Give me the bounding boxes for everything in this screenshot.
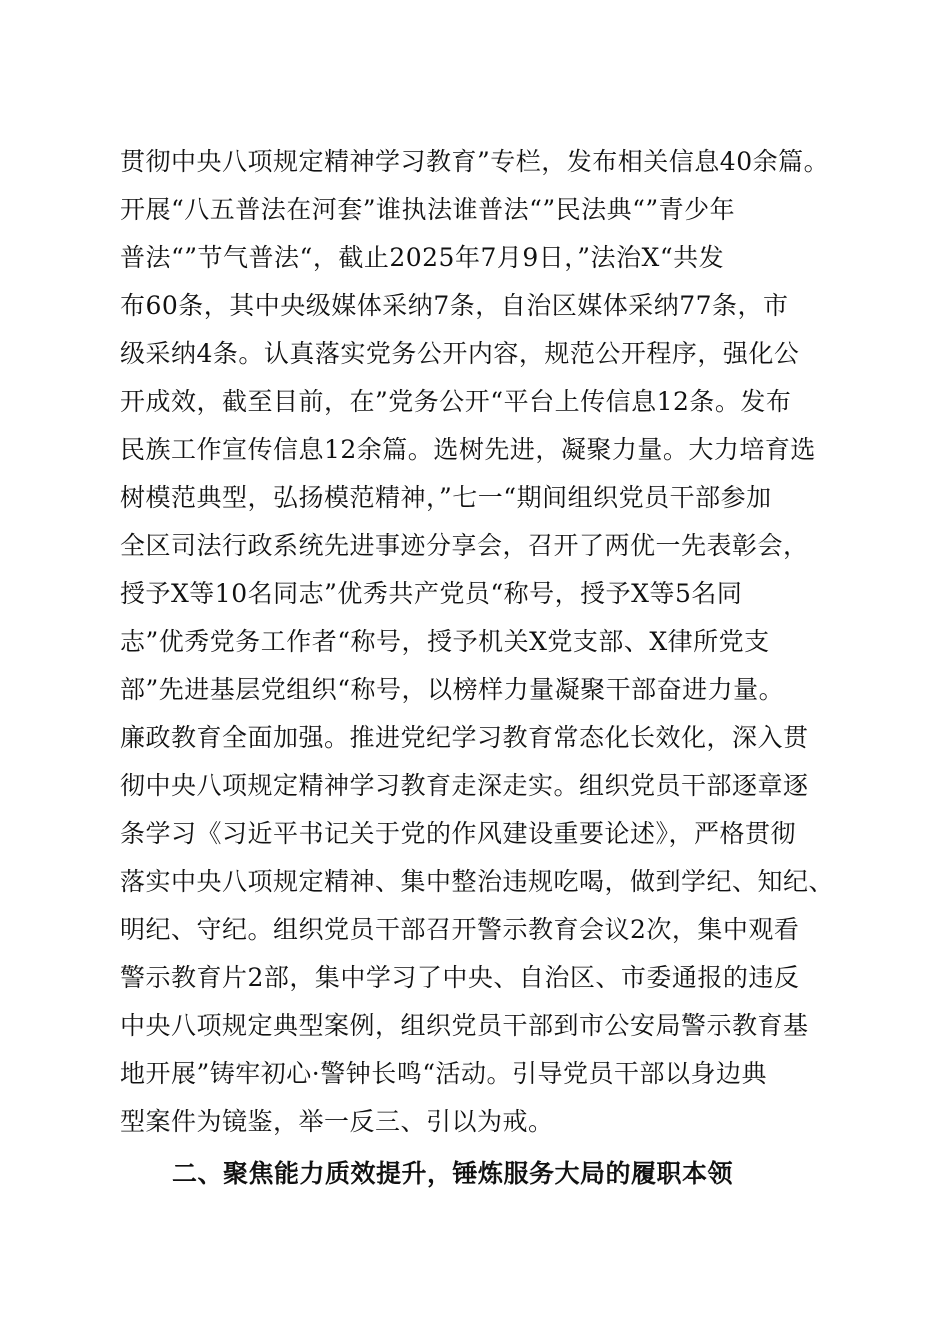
body-text-line: 开成效，截至目前，在”党务公开“平台上传信息12条。发布 (120, 387, 792, 416)
body-text-line: 全区司法行政系统先进事迹分享会，召开了两优一先表彰会， (120, 531, 809, 560)
body-text-line: 条学习《习近平书记关于党的作风建设重要论述》，严格贯彻 (120, 819, 797, 848)
body-text-line: 落实中央八项规定精神、集中整治违规吃喝，做到学纪、知纪、 (120, 867, 835, 896)
body-text-line: 开展“八五普法在河套”谁执法谁普法“”民法典“”青少年 (120, 195, 736, 224)
body-text-line: 警示教育片2部，集中学习了中央、自治区、市委通报的违反 (120, 963, 800, 992)
body-text-line: 授予X等10名同志”优秀共产党员“称号，授予X等5名同 (120, 579, 743, 608)
section-heading: 二、聚焦能力质效提升，锤炼服务大局的履职本领 (172, 1159, 734, 1188)
body-text-line: 彻中央八项规定精神学习教育走深走实。组织党员干部逐章逐 (120, 771, 809, 800)
body-text-line: 级采纳4条。认真落实党务公开内容，规范公开程序，强化公 (120, 339, 800, 368)
body-text-line: 廉政教育全面加强。推进党纪学习教育常态化长效化，深入贯 (120, 723, 809, 752)
body-text-line: 贯彻中央八项规定精神学习教育”专栏，发布相关信息40余篇。 (120, 147, 830, 176)
body-text-line: 型案件为镜鉴，举一反三、引以为戒。 (120, 1107, 554, 1136)
body-text-line: 部”先进基层党组织“称号，以榜样力量凝聚干部奋进力量。 (120, 675, 785, 704)
body-text-line: 中央八项规定典型案例，组织党员干部到市公安局警示教育基 (120, 1011, 809, 1040)
body-text-line: 普法“”节气普法“，截止2025年7月9日，”法治X“共发 (120, 243, 725, 272)
body-text-line: 志”优秀党务工作者“称号，授予机关X党支部、X律所党支 (120, 627, 770, 656)
body-text-line: 民族工作宣传信息12余篇。选树先进，凝聚力量。大力培育选 (120, 435, 816, 464)
body-text-line: 树模范典型，弘扬模范精神，”七一“期间组织党员干部参加 (120, 483, 772, 512)
body-text-line: 明纪、守纪。组织党员干部召开警示教育会议2次，集中观看 (120, 915, 800, 944)
body-text-line: 布60条，其中央级媒体采纳7条，自治区媒体采纳77条，市 (120, 291, 789, 320)
body-text-line: 地开展”铸牢初心·警钟长鸣“活动。引导党员干部以身边典 (120, 1059, 768, 1088)
